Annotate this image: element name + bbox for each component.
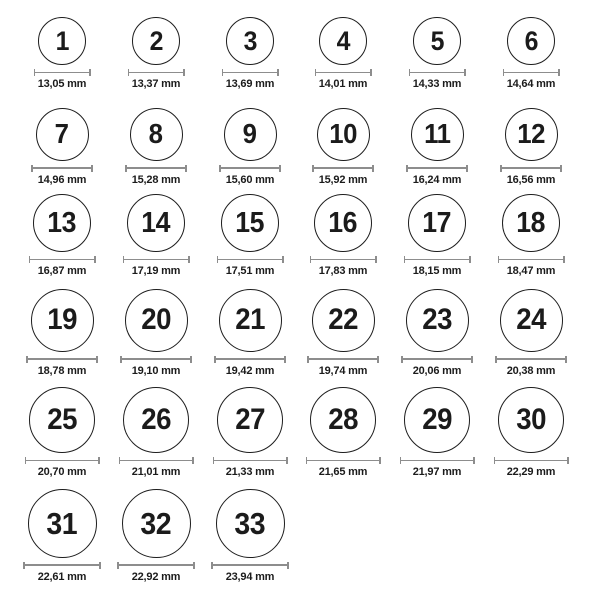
ring-circle [226,17,274,65]
ruler-tick-right [469,256,471,263]
ring-circle [31,289,94,352]
diameter-label: 14,64 mm [506,78,556,90]
ring-circle [216,489,285,558]
ring-size-number: 22 [328,303,358,336]
ring-circle [122,489,191,558]
ring-size-number: 12 [517,118,545,149]
ruler-line [307,358,379,360]
ruler-line [400,460,475,462]
diameter-label: 16,56 mm [506,173,556,186]
ring-size-number: 23 [422,303,452,336]
ruler-line [25,460,100,462]
diameter-ruler [401,356,473,363]
ruler-tick-right [287,562,289,569]
ruler-tick-right [282,256,284,263]
diameter-label: 15,28 mm [131,173,181,186]
ruler-line [213,460,288,462]
ring-size-number: 4 [336,25,350,56]
ruler-line [404,259,471,261]
diameter-ruler [26,356,98,363]
ruler-line [31,167,93,169]
ring-size-number: 25 [47,403,77,436]
diameter-label: 23,94 mm [225,570,275,583]
ruler-tick-right [466,165,468,172]
diameter-label: 13,05 mm [37,78,87,90]
diameter-label: 20,06 mm [412,364,462,377]
ruler-tick-right [560,165,562,172]
ruler-line [117,564,195,566]
ring-size-number: 2 [149,25,163,56]
diameter-ruler [312,165,374,172]
ring-circle [127,194,185,252]
ruler-line [217,259,284,261]
ruler-line [119,460,194,462]
ring-circle [319,17,367,65]
diameter-ruler [217,256,284,263]
diameter-ruler [498,256,565,263]
ruler-line [26,358,98,360]
ruler-line [214,358,286,360]
ruler-tick-right [471,356,473,363]
ring-circle [36,108,89,161]
ring-circle [221,194,279,252]
ring-circle [310,387,376,453]
ruler-tick-right [375,256,377,263]
diameter-ruler [307,356,379,363]
ring-size-number: 26 [141,403,171,436]
diameter-label: 13,69 mm [225,78,275,90]
diameter-ruler [120,356,192,363]
diameter-ruler [495,356,567,363]
ruler-line [401,358,473,360]
ring-size-number: 7 [55,118,69,149]
diameter-ruler [306,457,381,464]
ring-size-number: 9 [243,118,257,149]
diameter-label: 21,01 mm [131,466,181,478]
diameter-ruler [409,69,466,76]
diameter-ruler [214,356,286,363]
ruler-line [211,564,289,566]
ring-circle [505,108,558,161]
diameter-label: 21,97 mm [412,466,462,478]
diameter-ruler [406,165,468,172]
ring-size-number: 17 [422,206,452,239]
ruler-line [310,259,377,261]
ruler-line [500,167,562,169]
ruler-line [123,259,190,261]
diameter-label: 19,42 mm [225,364,275,377]
diameter-label: 19,74 mm [318,364,368,377]
ruler-tick-right [370,69,372,76]
diameter-ruler [213,457,288,464]
diameter-ruler [117,562,195,569]
ruler-tick-right [193,562,195,569]
ring-circle [500,289,563,352]
diameter-ruler [494,457,569,464]
ring-size-number: 30 [516,403,546,436]
ring-circle [507,17,555,65]
ring-circle [219,289,282,352]
ring-circle [33,194,91,252]
ruler-tick-right [565,356,567,363]
diameter-label: 17,19 mm [131,265,181,277]
ruler-line [34,72,91,74]
ring-size-number: 5 [430,25,444,56]
ring-size-number: 18 [516,206,546,239]
ring-size-number: 29 [422,403,452,436]
ruler-line [222,72,279,74]
ring-circle [406,289,469,352]
diameter-ruler [315,69,372,76]
ruler-line [494,460,569,462]
ring-size-number: 28 [328,403,358,436]
ring-circle [312,289,375,352]
ring-circle [502,194,560,252]
ring-size-number: 10 [329,118,357,149]
diameter-ruler [404,256,471,263]
diameter-ruler [23,562,101,569]
diameter-label: 17,51 mm [225,265,275,277]
ruler-tick-right [567,457,569,464]
ruler-line [495,358,567,360]
diameter-ruler [500,165,562,172]
ring-circle [411,108,464,161]
diameter-ruler [31,165,93,172]
diameter-label: 21,33 mm [225,466,275,478]
diameter-label: 18,47 mm [506,265,556,277]
ruler-line [409,72,466,74]
ruler-tick-right [464,69,466,76]
ring-size-number: 27 [235,403,265,436]
diameter-label: 14,33 mm [412,78,462,90]
diameter-ruler [25,457,100,464]
ruler-tick-right [277,69,279,76]
ruler-line [406,167,468,169]
ruler-line [125,167,187,169]
diameter-ruler [128,69,185,76]
ruler-tick-right [91,165,93,172]
diameter-ruler [219,165,281,172]
diameter-ruler [119,457,194,464]
diameter-label: 22,61 mm [37,570,87,583]
ring-size-number: 1 [55,25,69,56]
ring-size-number: 16 [328,206,358,239]
diameter-ruler [211,562,289,569]
diameter-ruler [400,457,475,464]
ruler-tick-right [192,457,194,464]
diameter-ruler [310,256,377,263]
ring-size-number: 11 [423,118,451,149]
diameter-label: 18,78 mm [37,364,87,377]
ring-circle [224,108,277,161]
ruler-tick-right [473,457,475,464]
ruler-tick-right [279,165,281,172]
ruler-line [120,358,192,360]
ring-size-number: 20 [141,303,171,336]
ring-circle [498,387,564,453]
diameter-ruler [123,256,190,263]
diameter-label: 22,29 mm [506,466,556,478]
diameter-label: 21,65 mm [318,466,368,478]
ruler-tick-right [183,69,185,76]
diameter-label: 17,83 mm [318,265,368,277]
ruler-tick-right [99,562,101,569]
diameter-ruler [222,69,279,76]
diameter-label: 20,38 mm [506,364,556,377]
diameter-ruler [503,69,560,76]
ring-size-number: 33 [234,505,266,541]
ring-circle [408,194,466,252]
ruler-tick-right [185,165,187,172]
diameter-label: 15,92 mm [318,173,368,186]
ruler-tick-right [372,165,374,172]
ring-circle [125,289,188,352]
ruler-line [219,167,281,169]
ruler-line [503,72,560,74]
diameter-ruler [29,256,96,263]
ring-size-number: 32 [140,505,172,541]
diameter-label: 20,70 mm [37,466,87,478]
diameter-ruler [125,165,187,172]
ring-circle [38,17,86,65]
ring-size-number: 15 [235,206,265,239]
ruler-line [312,167,374,169]
ruler-line [29,259,96,261]
ring-circle [317,108,370,161]
ring-circle [413,17,461,65]
ring-size-number: 6 [524,25,538,56]
diameter-label: 16,24 mm [412,173,462,186]
ruler-tick-right [96,356,98,363]
ring-size-number: 13 [47,206,77,239]
ruler-line [306,460,381,462]
diameter-label: 22,92 mm [131,570,181,583]
diameter-ruler [34,69,91,76]
ruler-tick-right [286,457,288,464]
ring-circle [130,108,183,161]
ring-circle [404,387,470,453]
ring-circle [132,17,180,65]
diameter-label: 15,60 mm [225,173,275,186]
diameter-label: 19,10 mm [131,364,181,377]
ring-size-number: 14 [141,206,171,239]
ruler-tick-right [89,69,91,76]
ruler-tick-right [563,256,565,263]
ruler-tick-right [558,69,560,76]
ring-size-number: 31 [46,505,78,541]
ruler-line [315,72,372,74]
ruler-line [498,259,565,261]
ring-circle [217,387,283,453]
diameter-label: 14,01 mm [318,78,368,90]
ruler-tick-right [284,356,286,363]
ruler-line [128,72,185,74]
ring-circle [29,387,95,453]
ruler-tick-right [98,457,100,464]
ruler-tick-right [188,256,190,263]
ring-size-number: 3 [243,25,257,56]
ring-size-number: 19 [47,303,77,336]
ruler-line [23,564,101,566]
diameter-label: 13,37 mm [131,78,181,90]
ring-size-number: 24 [516,303,546,336]
diameter-label: 18,15 mm [412,265,462,277]
ring-circle [314,194,372,252]
ruler-tick-right [94,256,96,263]
ring-size-number: 21 [235,303,265,336]
ruler-tick-right [377,356,379,363]
ring-circle [123,387,189,453]
diameter-label: 14,96 mm [37,173,87,186]
ring-circle [28,489,97,558]
ring-size-number: 8 [149,118,163,149]
diameter-label: 16,87 mm [37,265,87,277]
ruler-tick-right [190,356,192,363]
ruler-tick-right [379,457,381,464]
